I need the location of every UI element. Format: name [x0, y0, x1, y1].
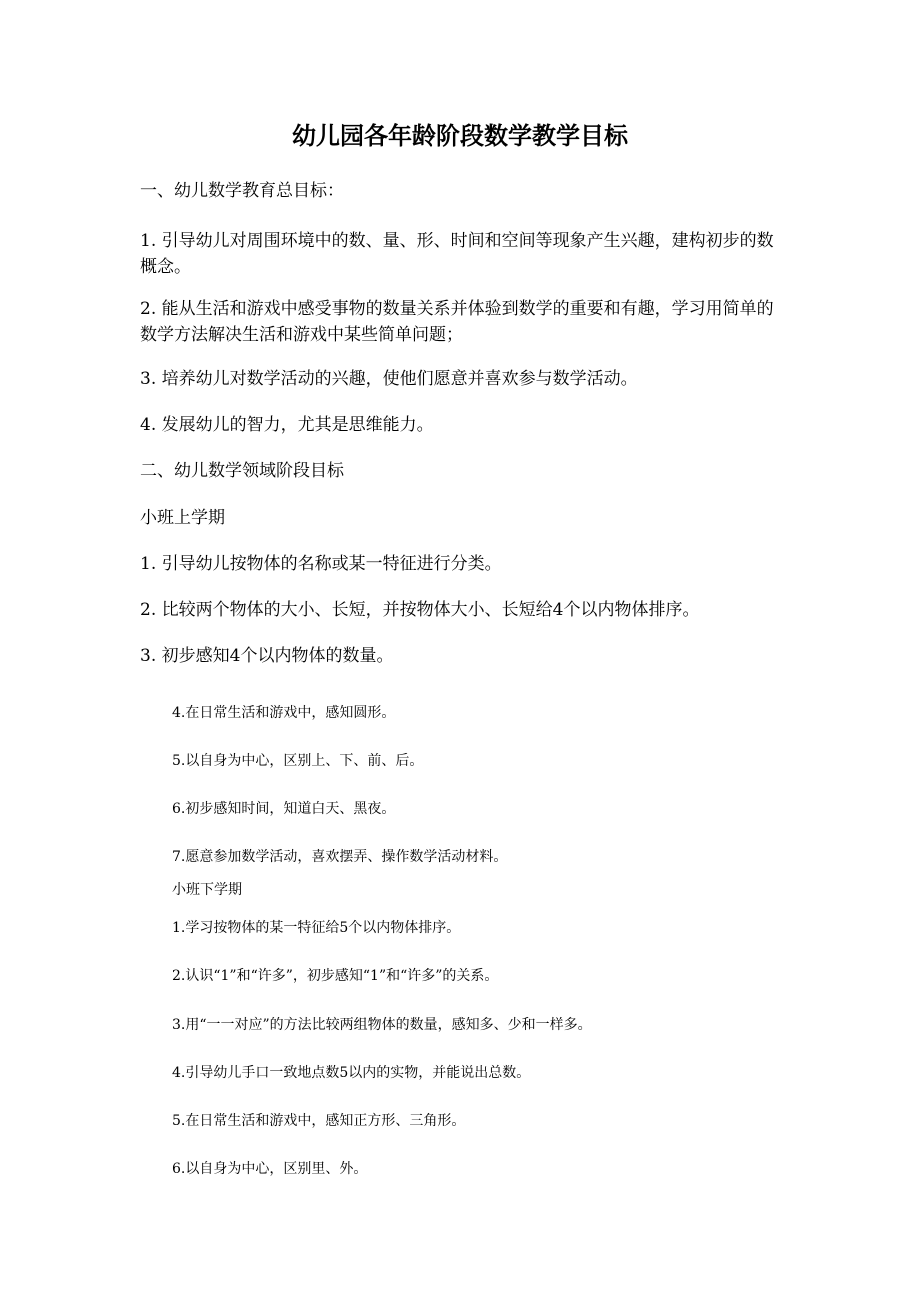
- term1-item-2: 2. 比较两个物体的大小、长短，并按物体大小、长短给4个以内物体排序。: [140, 600, 700, 620]
- term2-heading: 小班下学期: [172, 882, 242, 898]
- section1-heading: 一、幼儿数学教育总目标：: [140, 181, 344, 201]
- term1-item-7: 7.愿意参加数学活动，喜欢摆弄、操作数学活动材料。: [172, 849, 508, 865]
- term1-item-4: 4.在日常生活和游戏中，感知圆形。: [172, 705, 396, 721]
- document-title: 幼儿园各年龄阶段数学教学目标: [292, 122, 628, 150]
- term1-heading: 小班上学期: [140, 508, 225, 528]
- goal-item-1: 1. 引导幼儿对周围环境中的数、量、形、时间和空间等现象产生兴趣，建构初步的数概念。: [140, 231, 774, 277]
- term2-item-3: 3.用“一一对应”的方法比较两组物体的数量，感知多、少和一样多。: [172, 1017, 592, 1033]
- term2-item-5: 5.在日常生活和游戏中，感知正方形、三角形。: [172, 1113, 466, 1129]
- goal-item-3: 3. 培养幼儿对数学活动的兴趣，使他们愿意并喜欢参与数学活动。: [140, 369, 638, 389]
- goal-item-4: 4. 发展幼儿的智力，尤其是思维能力。: [140, 415, 434, 435]
- term1-item-6: 6.初步感知时间，知道白天、黑夜。: [172, 801, 396, 817]
- section2-heading: 二、幼儿数学领域阶段目标: [140, 461, 344, 481]
- term1-item-5: 5.以自身为中心，区别上、下、前、后。: [172, 753, 424, 769]
- term1-item-1: 1. 引导幼儿按物体的名称或某一特征进行分类。: [140, 554, 502, 574]
- term2-item-2: 2.认识“1”和“许多”，初步感知“1”和“许多”的关系。: [172, 968, 499, 984]
- term1-item-3: 3. 初步感知4个以内物体的数量。: [140, 646, 394, 666]
- goal-item-2: 2. 能从生活和游戏中感受事物的数量关系并体验到数学的重要和有趣，学习用简单的数学方法解决生活和游戏中某些简单问题；: [140, 299, 774, 345]
- term2-item-4: 4.引导幼儿手口一致地点数5以内的实物，并能说出总数。: [172, 1065, 531, 1081]
- term2-item-1: 1.学习按物体的某一特征给5个以内物体排序。: [172, 920, 461, 936]
- term2-item-6: 6.以自身为中心，区别里、外。: [172, 1161, 368, 1177]
